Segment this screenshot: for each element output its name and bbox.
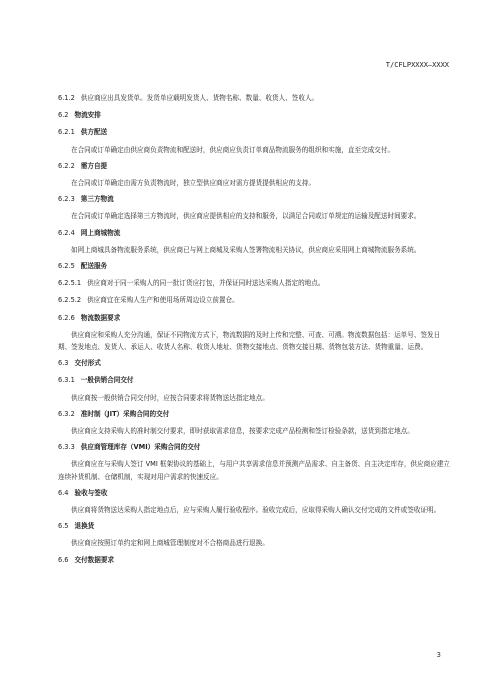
section-6-2-1-heading: 6.2.1 供方配送 xyxy=(58,128,108,137)
paragraph-6-4: 供应商将货物送达采购人指定地点后，应与采购人履行验收程序。验收完成后，应取得采购人确认交付完成的文件或签收证明。 xyxy=(71,506,441,515)
section-6-5-heading: 6.5 退换货 xyxy=(58,522,95,531)
clause-6-2-5-1: 6.2.5.1 供应商对于同一采购人的同一批订货应打包，并保证同时送达采购人指定的地点。 xyxy=(58,279,325,288)
paragraph-6-2-1: 在合同或订单确定由供应商负责物流和配送时，供应商应负责订单商品物流服务的组织和实施，直至完成交付。 xyxy=(71,145,395,154)
section-6-2-5-heading: 6.2.5 配送服务 xyxy=(58,262,108,271)
paragraph-6-2-2: 在合同或订单确定由需方负责物流时，独立型供应商应对需方提货提供相应的支持。 xyxy=(71,179,315,188)
section-6-3-3-heading: 6.3.3 供应商管理库存（VMI）采购合同的交付 xyxy=(58,443,201,452)
section-6-2-2-heading: 6.2.2 需方自提 xyxy=(58,161,108,170)
page-number: 3 xyxy=(436,651,441,659)
section-6-2-3-heading: 6.2.3 第三方物流 xyxy=(58,195,114,204)
paragraph-6-2-4: 如网上商城具备物流服务系统，供应商已与网上商城及采购人签署物流相关协议，供应商应采用网上商城物流服务系统。 xyxy=(71,245,421,254)
section-6-2-4-heading: 6.2.4 网上商城物流 xyxy=(58,228,121,237)
section-6-2-heading: 6.2 物流安排 xyxy=(58,111,101,120)
section-6-3-2-heading: 6.3.2 准时制（JIT）采购合同的交付 xyxy=(58,409,170,418)
section-6-4-heading: 6.4 验收与签收 xyxy=(58,488,108,497)
paragraph-6-3-2: 供应商应支持采购人的准时制交付要求，即时获取需求信息，按要求完成产品检测和签订检验条款，送货到指定地点。 xyxy=(71,427,414,436)
paragraph-6-2-3: 在合同或订单确定选择第三方物流时，供应商应提供相应的支持和服务，以满足合同或订单规定的运输及配送时间要求。 xyxy=(71,212,421,221)
document-body xyxy=(58,92,450,571)
paragraph-6-2-6: 供应商应和采购人充分沟通，保证不同物流方式下，物流数据的及时上传和完整、可查、可溯。物流数据包括：运单号、签发日期、签发地点、发货人、承运人、收货人名称、收货人地址、货物交接地点、货物交接日期、货物包装方法、货物重量、运费。 xyxy=(58,330,441,352)
paragraph-6-3-3: 供应商应在与采购人签订 VMI 框架协议的基础上，与用户共享需求信息并预测产品需求、自主备货、自主决定库存，供应商应建立连续补货机制、仓储机制，实现对用户需求的快速反应。 xyxy=(58,460,450,481)
section-6-6-heading: 6.6 交付数据要求 xyxy=(58,555,115,564)
clause-6-2-5-2: 6.2.5.2 供应商宜在采购人生产和使用场所周边设立前置仓。 xyxy=(58,296,239,305)
section-6-3-1-heading: 6.3.1 一般供销合同交付 xyxy=(58,376,134,385)
paragraph-6-3-1: 供应商按一般供销合同交付时，应按合同要求将货物送达指定地点。 xyxy=(71,393,269,402)
section-6-2-6-heading: 6.2.6 物流数据要求 xyxy=(58,313,121,322)
paragraph-6-5: 供应商应按照订单约定和网上商城管理制度对不合格商品进行退换。 xyxy=(71,539,269,548)
clause-6-1-2: 6.1.2 供应商应出具发货单。发货单应载明发货人、货物名称、数量、收货人、签收人。 xyxy=(58,94,319,102)
section-6-3-heading: 6.3 交付形式 xyxy=(58,359,101,368)
document-code: T/CFLPXXXX—XXXX xyxy=(385,61,449,69)
